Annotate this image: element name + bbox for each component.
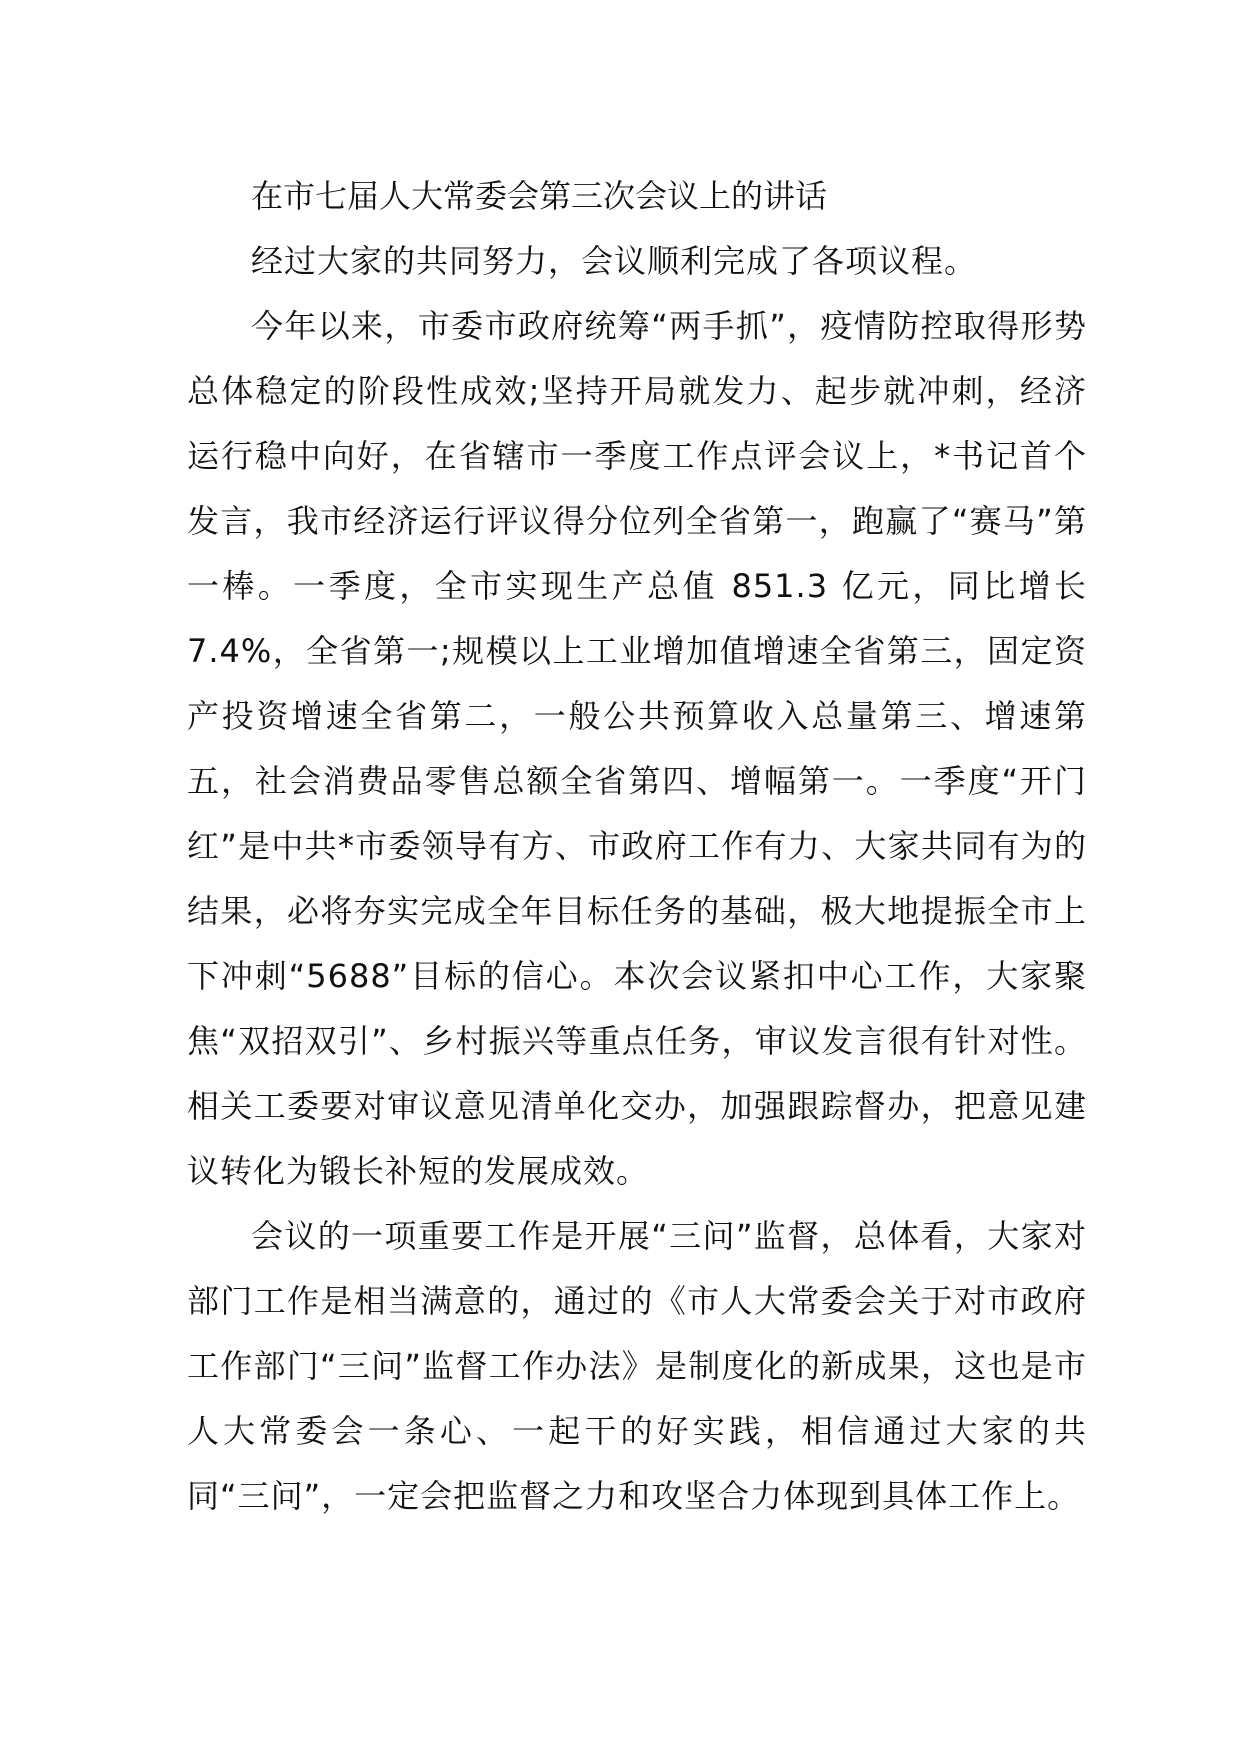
paragraph-economy: 今年以来，市委市政府统筹“两手抓”，疫情防控取得形势总体稳定的阶段性成效;坚持开局就发力、起步就冲刺，经济运行稳中向好，在省辖市一季度工作点评会议上，*书记首个发言，我市经济运行评议得分位列全省第一，跑赢了“赛马”第一棒。一季度，全市实现生产总值 851.3 亿元，同比增长 7.4%，全省第一;规模以上工业增加值增速全省第三，固定资产投资增速全省第二，一般公共预算收入总量第三、增速第五，社会消费品零售总额全省第四、增幅第一。一季度“开门红”是中共*市委领导有方、市政府工作有力、大家共同有为的结果，必将夯实完成全年目标任务的基础，极大地提振全市上下冲刺“5688”目标的信心。本次会议紧扣中心工作，大家聚焦“双招双引”、乡村振兴等重点任务，审议发言很有针对性。相关工委要对审议意见清单化交办，加强跟踪督办，把意见建议转化为锻长补短的发展成效。 [187, 307, 1087, 1190]
document-body [187, 164, 1087, 1529]
document-title: 在市七届人大常委会第三次会议上的讲话 [251, 177, 828, 215]
paragraph-intro: 经过大家的共同努力，会议顺利完成了各项议程。 [251, 242, 978, 280]
paragraph-supervision: 会议的一项重要工作是开展“三问”监督，总体看，大家对部门工作是相当满意的，通过的《市人大常委会关于对市政府工作部门“三问”监督工作办法》是制度化的新成果，这也是市人大常委会一条心、一起干的好实践，相信通过大家的共同“三问”，一定会把监督之力和攻坚合力体现到具体工作上。 [187, 1217, 1087, 1515]
